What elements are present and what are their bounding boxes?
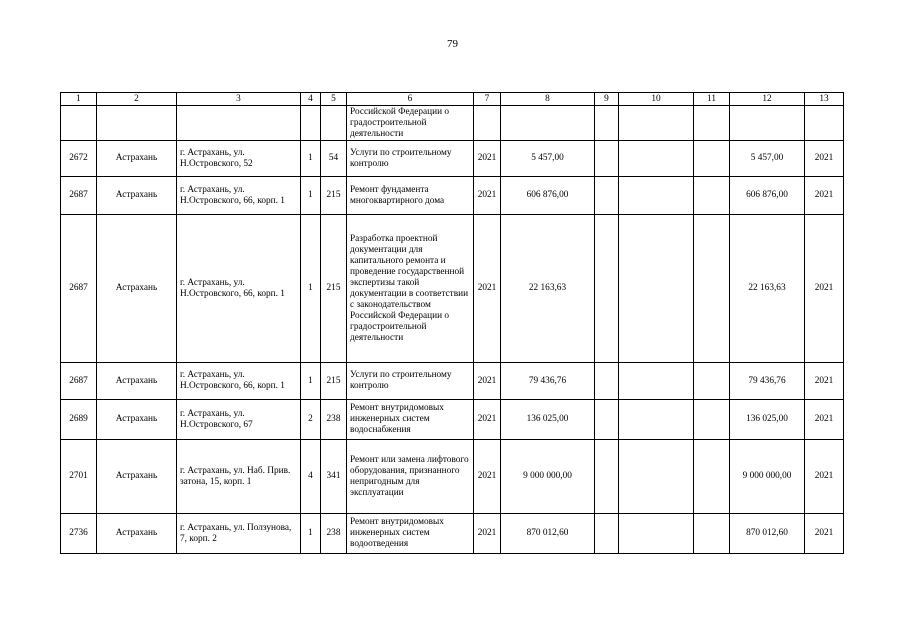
cell-col10: [619, 440, 694, 514]
cell-end-year: 2021: [805, 177, 844, 215]
cell-address: [177, 106, 301, 141]
cell-col9: [595, 177, 619, 215]
cell-col4: [301, 106, 321, 141]
cell-col11: [694, 215, 730, 363]
cell-address: г. Астрахань, ул. Н.Островского, 66, корп. 1: [177, 363, 301, 400]
cell-end-year: 2021: [805, 440, 844, 514]
cell-year: 2021: [474, 215, 501, 363]
cell-cost: 9 000 000,00: [501, 440, 595, 514]
column-header: 5: [321, 93, 347, 106]
cell-col11: [694, 106, 730, 141]
cell-end-year: [805, 106, 844, 141]
cell-col9: [595, 400, 619, 440]
column-header: 3: [177, 93, 301, 106]
table-row: [61, 400, 844, 440]
cell-number: 2672: [61, 141, 97, 177]
cell-address: г. Астрахань, ул. Н.Островского, 66, корп. 1: [177, 177, 301, 215]
cell-col9: [595, 440, 619, 514]
cell-total: 9 000 000,00: [730, 440, 805, 514]
table-row: [61, 177, 844, 215]
cell-cost: 79 436,76: [501, 363, 595, 400]
cell-work-type: Ремонт внутридомовых инженерных систем водоотведения: [347, 514, 474, 554]
cell-cost: 22 163,63: [501, 215, 595, 363]
cell-total: [730, 106, 805, 141]
cell-col5: [321, 106, 347, 141]
column-header: 10: [619, 93, 694, 106]
cell-col5: 215: [321, 215, 347, 363]
table-row: [61, 215, 844, 363]
cell-number: 2701: [61, 440, 97, 514]
column-header: 6: [347, 93, 474, 106]
cell-col11: [694, 400, 730, 440]
cell-work-type: Ремонт внутридомовых инженерных систем водоснабжения: [347, 400, 474, 440]
cell-address: г. Астрахань, ул. Н.Островского, 67: [177, 400, 301, 440]
cell-number: 2689: [61, 400, 97, 440]
cell-col5: 238: [321, 514, 347, 554]
cell-col10: [619, 141, 694, 177]
table-row: [61, 440, 844, 514]
cell-col11: [694, 363, 730, 400]
column-header: 9: [595, 93, 619, 106]
cell-year: [474, 106, 501, 141]
table-row: [61, 141, 844, 177]
cell-col5: 54: [321, 141, 347, 177]
cell-number: 2687: [61, 363, 97, 400]
cell-year: 2021: [474, 141, 501, 177]
cell-col9: [595, 106, 619, 141]
cell-address: г. Астрахань, ул. Н.Островского, 66, корп. 1: [177, 215, 301, 363]
cell-end-year: 2021: [805, 363, 844, 400]
cell-total: 5 457,00: [730, 141, 805, 177]
cell-end-year: 2021: [805, 400, 844, 440]
column-header: 11: [694, 93, 730, 106]
column-header: 2: [97, 93, 177, 106]
cell-municipality: Астрахань: [97, 514, 177, 554]
column-header: 4: [301, 93, 321, 106]
table-row: [61, 514, 844, 554]
cell-work-type: Российской Федерации о градостроительной деятельности: [347, 106, 474, 141]
cell-work-type: Ремонт фундамента многоквартирного дома: [347, 177, 474, 215]
column-header: 8: [501, 93, 595, 106]
cell-end-year: 2021: [805, 141, 844, 177]
cell-year: 2021: [474, 177, 501, 215]
cell-address: г. Астрахань, ул. Н.Островского, 52: [177, 141, 301, 177]
cell-col10: [619, 106, 694, 141]
cell-col10: [619, 363, 694, 400]
cell-col4: 2: [301, 400, 321, 440]
cell-col10: [619, 177, 694, 215]
cell-cost: [501, 106, 595, 141]
cell-municipality: Астрахань: [97, 440, 177, 514]
cell-year: 2021: [474, 514, 501, 554]
cell-total: 870 012,60: [730, 514, 805, 554]
cell-col9: [595, 514, 619, 554]
cell-total: 22 163,63: [730, 215, 805, 363]
register-table: [60, 92, 844, 554]
cell-col4: 4: [301, 440, 321, 514]
cell-col4: 1: [301, 141, 321, 177]
cell-work-type: Ремонт или замена лифтового оборудования, признанного непригодным для эксплуатации: [347, 440, 474, 514]
table-row: [61, 106, 844, 141]
cell-col4: 1: [301, 177, 321, 215]
cell-cost: 5 457,00: [501, 141, 595, 177]
cell-address: г. Астрахань, ул. Наб. Прив. затона, 15, корп. 1: [177, 440, 301, 514]
cell-work-type: Услуги по строительному контролю: [347, 141, 474, 177]
cell-col9: [595, 363, 619, 400]
cell-municipality: Астрахань: [97, 400, 177, 440]
cell-col10: [619, 514, 694, 554]
cell-year: 2021: [474, 400, 501, 440]
cell-col11: [694, 440, 730, 514]
page-number: 79: [447, 38, 458, 50]
cell-col4: 1: [301, 514, 321, 554]
column-header: 12: [730, 93, 805, 106]
cell-municipality: Астрахань: [97, 215, 177, 363]
cell-total: 606 876,00: [730, 177, 805, 215]
cell-col5: 215: [321, 177, 347, 215]
cell-end-year: 2021: [805, 215, 844, 363]
column-header: 7: [474, 93, 501, 106]
cell-number: [61, 106, 97, 141]
cell-municipality: Астрахань: [97, 177, 177, 215]
cell-col4: 1: [301, 363, 321, 400]
cell-total: 136 025,00: [730, 400, 805, 440]
cell-col9: [595, 215, 619, 363]
cell-col10: [619, 400, 694, 440]
cell-col11: [694, 177, 730, 215]
cell-col4: 1: [301, 215, 321, 363]
cell-total: 79 436,76: [730, 363, 805, 400]
header-row: [61, 93, 844, 106]
cell-col11: [694, 141, 730, 177]
cell-number: 2687: [61, 177, 97, 215]
cell-col10: [619, 215, 694, 363]
cell-municipality: Астрахань: [97, 141, 177, 177]
cell-cost: 136 025,00: [501, 400, 595, 440]
cell-col9: [595, 141, 619, 177]
cell-year: 2021: [474, 440, 501, 514]
cell-col5: 238: [321, 400, 347, 440]
cell-address: г. Астрахань, ул. Ползунова, 7, корп. 2: [177, 514, 301, 554]
cell-col5: 215: [321, 363, 347, 400]
column-header: 13: [805, 93, 844, 106]
cell-cost: 870 012,60: [501, 514, 595, 554]
cell-cost: 606 876,00: [501, 177, 595, 215]
cell-col5: 341: [321, 440, 347, 514]
cell-municipality: Астрахань: [97, 363, 177, 400]
cell-work-type: Услуги по строительному контролю: [347, 363, 474, 400]
column-header: 1: [61, 93, 97, 106]
cell-number: 2687: [61, 215, 97, 363]
cell-year: 2021: [474, 363, 501, 400]
cell-col11: [694, 514, 730, 554]
cell-number: 2736: [61, 514, 97, 554]
cell-end-year: 2021: [805, 514, 844, 554]
cell-municipality: [97, 106, 177, 141]
cell-work-type: Разработка проектной документации для капитального ремонта и проведение государственной экспертизы такой документации в соответствии с законодательством Российской Федерации о градостроительной деятельности: [347, 215, 474, 363]
table-row: [61, 363, 844, 400]
